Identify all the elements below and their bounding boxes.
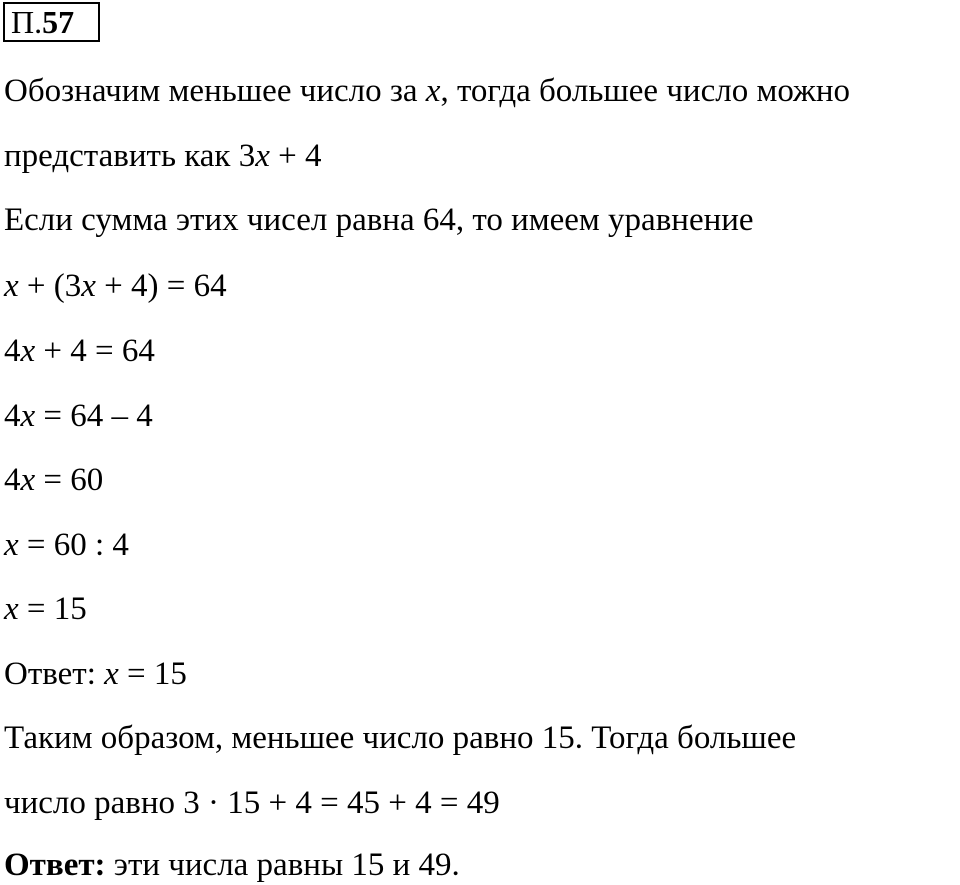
equation-3-text-1: 4: [4, 398, 21, 434]
equation-4-text-1: 4: [4, 462, 21, 498]
variable-x: x: [4, 268, 19, 304]
equation-1-text-2: + 4) = 64: [95, 268, 227, 304]
answer-value: = 15: [118, 656, 187, 692]
problem-number: 57: [42, 4, 75, 40]
representation-text-1: представить как 3: [4, 138, 256, 174]
problem-prefix: П.: [11, 4, 43, 40]
variable-x: x: [4, 527, 19, 563]
variable-x: x: [255, 138, 270, 174]
equation-6-text: = 15: [18, 591, 87, 627]
equation-line-1: [4, 266, 227, 306]
variable-x: x: [20, 462, 36, 498]
equation-line-3: [4, 396, 153, 436]
intro-text-1: Обозначим меньшее число за: [4, 73, 426, 109]
variable-x: x: [425, 73, 441, 109]
equation-2-text-1: 4: [4, 333, 21, 369]
variable-x: x: [20, 333, 36, 369]
final-answer-label: Ответ:: [4, 847, 106, 883]
equation-line-2: [4, 331, 155, 371]
conclusion-text-2: число равно 3 · 15 + 4 = 45 + 4 = 49: [4, 785, 500, 821]
intro-text-2: , тогда большее число можно: [440, 73, 850, 109]
variable-x: x: [4, 591, 19, 627]
equation-5-text: = 60 : 4: [18, 527, 129, 563]
final-answer-line: [4, 845, 460, 885]
conclusion-line-1: [4, 718, 796, 758]
equation-4-text-2: = 60: [35, 462, 104, 498]
conclusion-text-1: Таким образом, меньшее число равно 15. Тогда большее: [4, 720, 797, 756]
intro-line: [4, 71, 850, 111]
condition-line: [4, 200, 754, 240]
variable-x: x: [81, 268, 96, 304]
equation-line-6: [4, 589, 87, 629]
equation-3-text-2: = 64 – 4: [35, 398, 153, 434]
condition-text: Если сумма этих чисел равна 64, то имеем уравнение: [4, 202, 754, 238]
problem-number-badge: [3, 2, 100, 42]
conclusion-line-2: [4, 783, 500, 823]
equation-1-text-1: + (3: [18, 268, 82, 304]
representation-line: [4, 136, 322, 176]
equation-line-4: [4, 460, 103, 500]
final-answer-text: эти числа равны 15 и 49.: [105, 847, 460, 883]
answer-line: [4, 654, 187, 694]
representation-text-2: + 4: [269, 138, 322, 174]
answer-label: Ответ:: [4, 656, 105, 692]
equation-2-text-2: + 4 = 64: [35, 333, 155, 369]
variable-x: x: [104, 656, 119, 692]
equation-line-5: [4, 525, 129, 565]
variable-x: x: [20, 398, 36, 434]
